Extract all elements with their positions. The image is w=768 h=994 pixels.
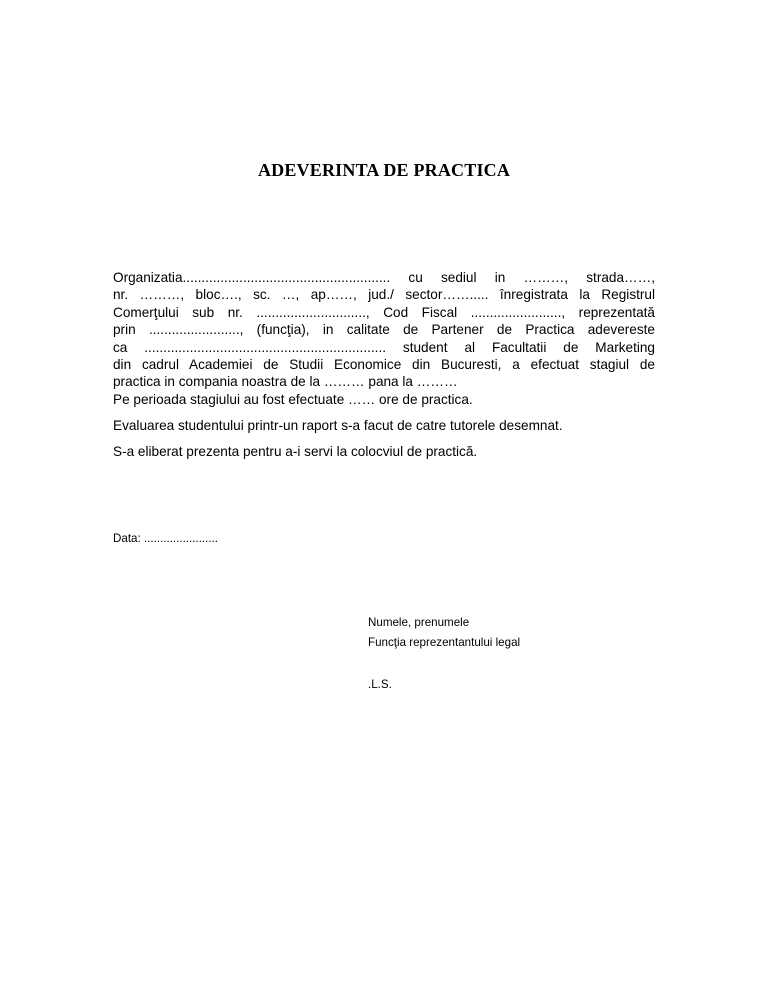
stamp-label: .L.S. <box>368 678 392 691</box>
date-line: Data: ....................... <box>113 532 219 545</box>
signature-function-label: Funcţia reprezentantului legal <box>368 636 521 649</box>
paragraph-line: din cadrul Academiei de Studii Economice din Bucuresti, a efectuat stagiul de <box>113 357 655 373</box>
evaluation-paragraph: Evaluarea studentului printr-un raport s-a facut de catre tutorele desemnat. <box>113 418 563 433</box>
paragraph-line: practica in compania noastra de la ……… pana la ……… <box>113 374 458 390</box>
document-title: ADEVERINTA DE PRACTICA <box>257 160 511 180</box>
main-paragraph <box>113 269 655 408</box>
paragraph-line: ca ................................................................ student al Facultatii de Marketing <box>113 339 655 355</box>
purpose-paragraph: S-a eliberat prezenta pentru a-i servi la colocviul de practică. <box>113 444 478 459</box>
paragraph-line: Comerţului sub nr. ............................., Cod Fiscal ........................, reprezentată <box>113 304 655 320</box>
signature-name-label: Numele, prenumele <box>368 616 470 629</box>
paragraph-line: Organizatia....................................................... cu sediul in ………, strada……, <box>113 270 655 285</box>
paragraph-line: nr. ………, bloc…., sc. …, ap……, jud./ sector……..... înregistrata la Registrul <box>113 287 655 303</box>
paragraph-line: prin ........................, (funcţia), in calitate de Partener de Practica adevereste <box>113 322 655 338</box>
paragraph-line: Pe perioada stagiului au fost efectuate …… ore de practica. <box>113 391 473 407</box>
